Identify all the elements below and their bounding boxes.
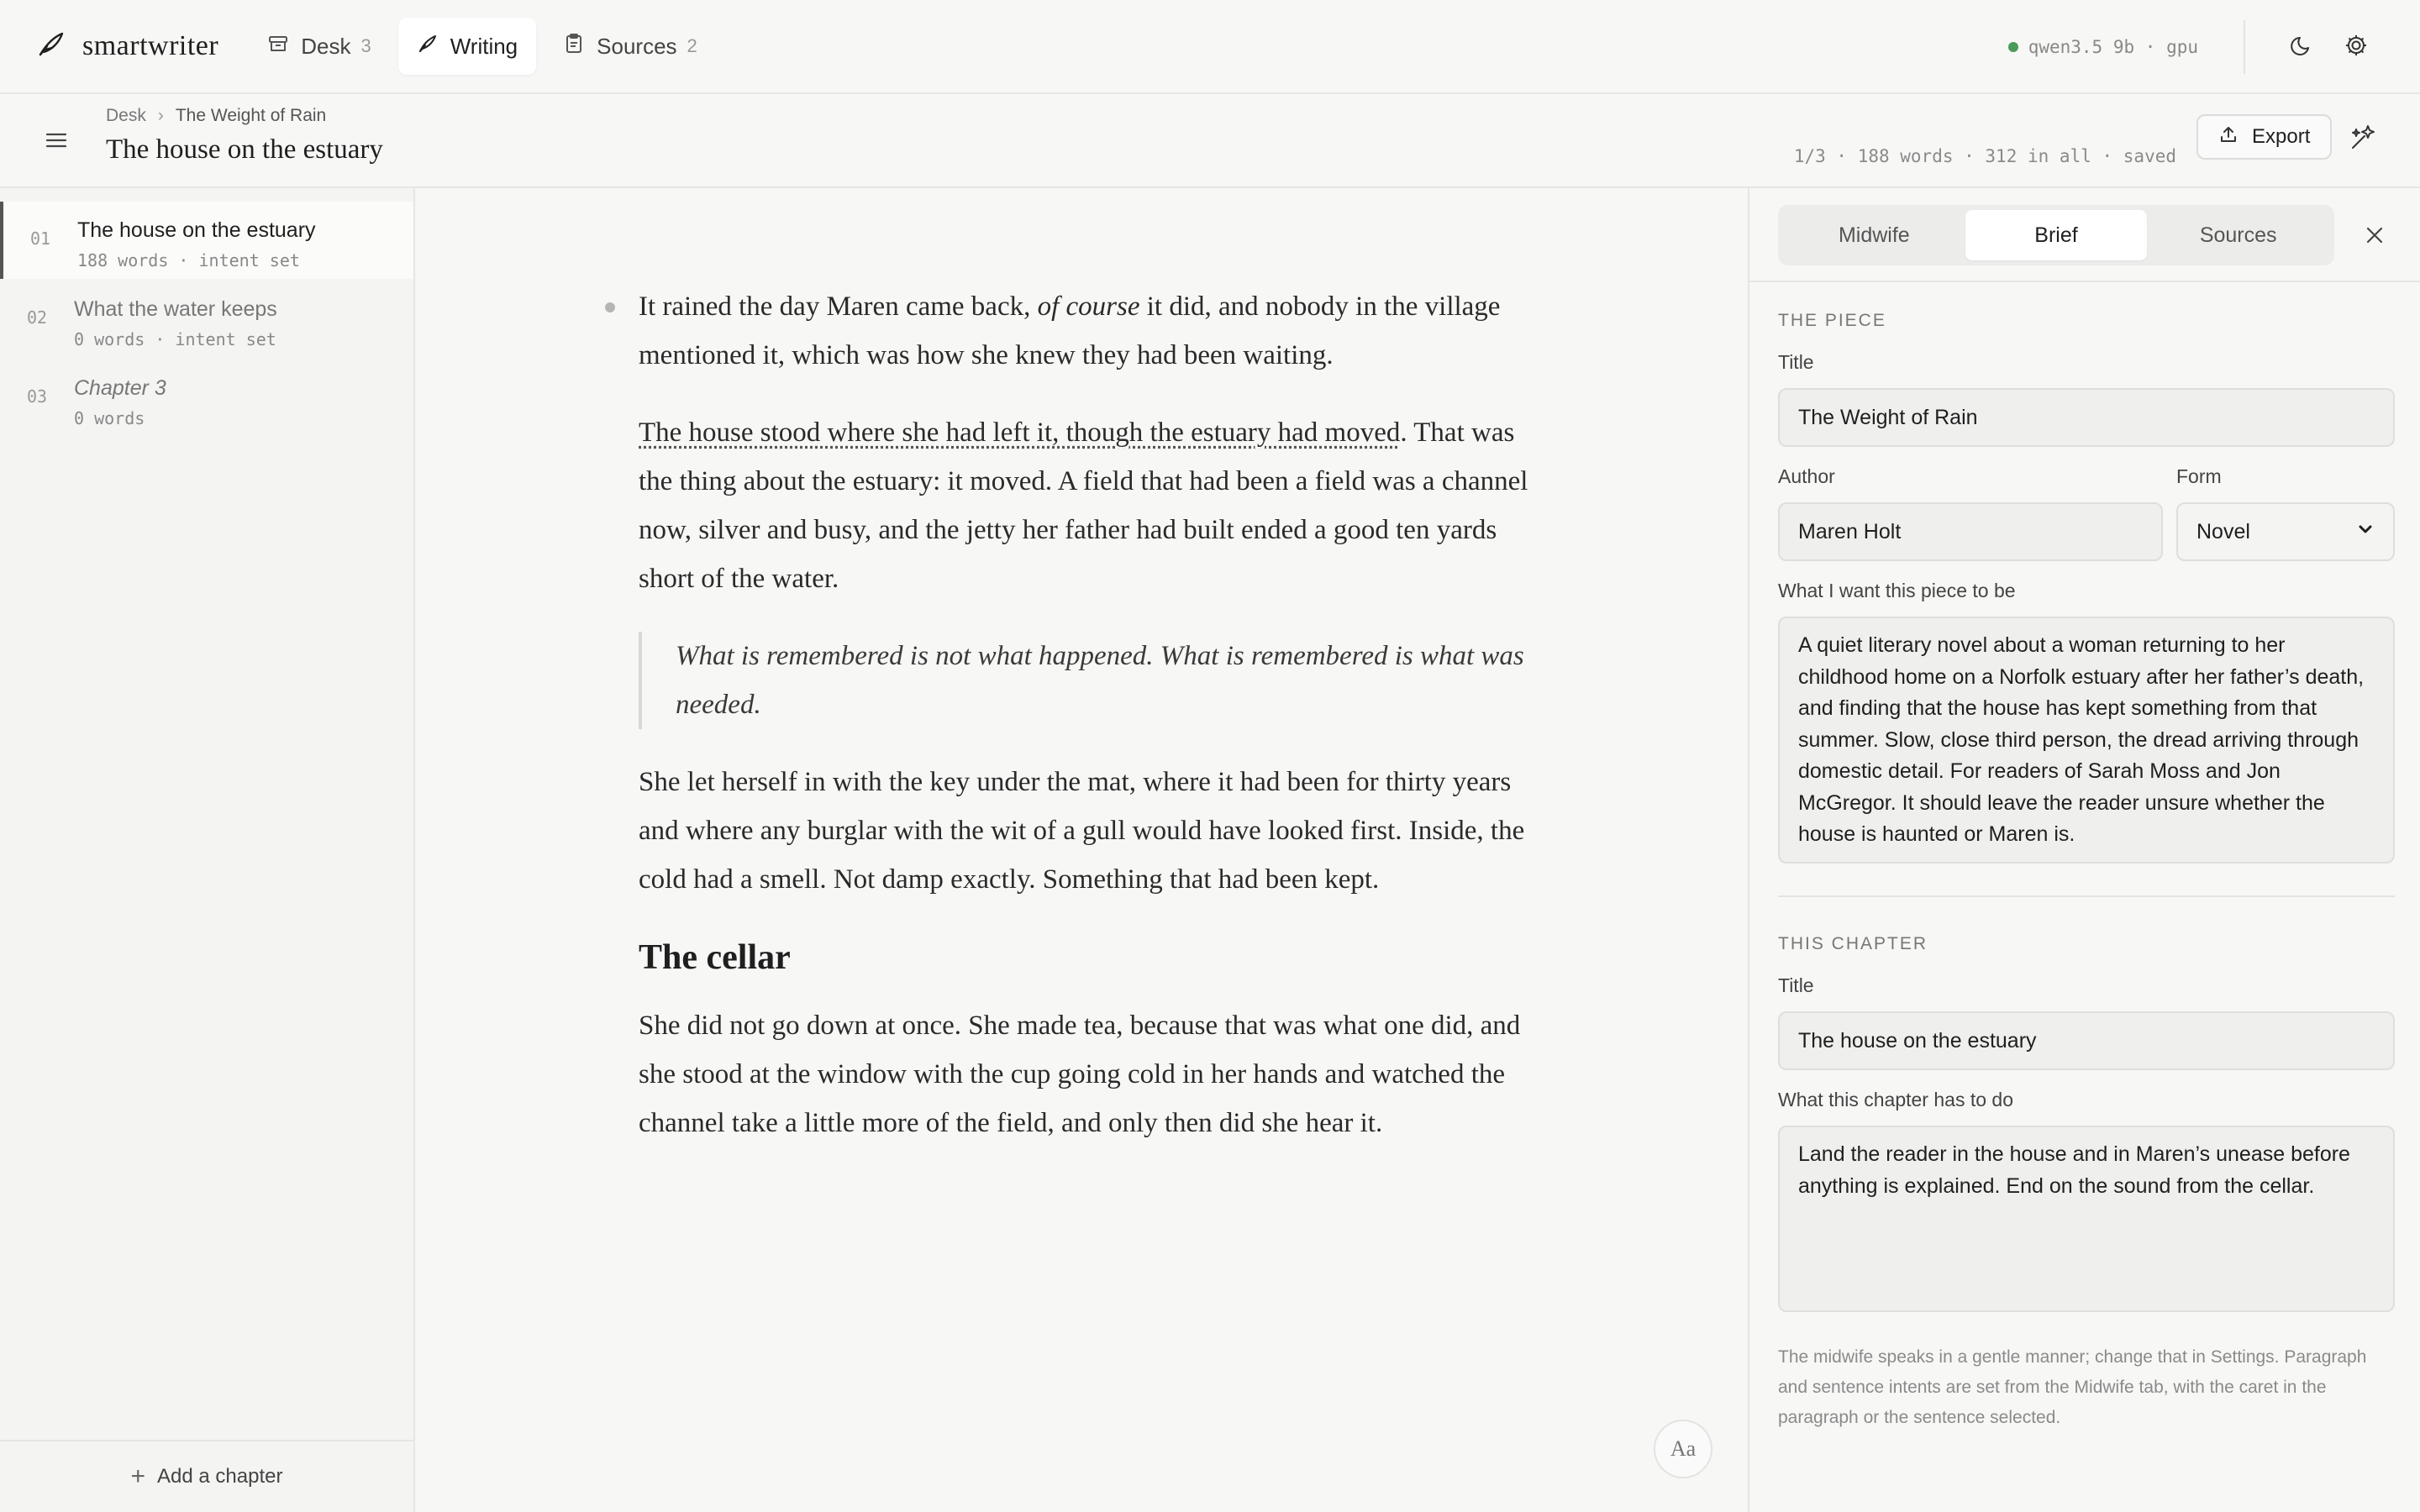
tab-writing-label: Writing: [450, 33, 518, 59]
section-label-chapter: THIS CHAPTER: [1778, 934, 1928, 953]
theme-toggle-button[interactable]: [2284, 29, 2321, 66]
paragraph-text: . That was the thing about the estuary: it moved. A field that had been a field was a channel now, silver and busy, and the jetty her father had built ended a good ten yards short of the water.: [639, 417, 1528, 594]
manuscript[interactable]: [639, 282, 1529, 1176]
form-select[interactable]: [2176, 502, 2395, 561]
piece-intent-label: What I want this piece to be: [1778, 580, 2016, 601]
page-title: The house on the estuary: [106, 134, 383, 165]
panel-tabs: [1778, 205, 2334, 265]
tab-desk-label: Desk: [301, 33, 351, 59]
top-bar: [0, 0, 2420, 94]
breadcrumb-current[interactable]: The Weight of Rain: [175, 106, 327, 125]
divider: [2244, 20, 2245, 74]
author-label: Author: [1778, 465, 1835, 487]
status-dot: [2008, 42, 2018, 52]
brief-panel: [1748, 188, 2420, 1512]
paragraph[interactable]: She did not go down at once. She made tea, because that was what one did, and she stood at the window with the cup going cold in her hands and watched the channel take a little more of the field, and only then did she hear it.: [639, 1011, 1521, 1138]
add-chapter-label: Add a chapter: [157, 1465, 283, 1488]
chapter-title-input[interactable]: The house on the estuary: [1778, 1011, 2395, 1070]
sidebar-toggle-button[interactable]: [42, 126, 71, 155]
section-heading[interactable]: The cellar: [639, 938, 791, 977]
app-name: smartwriter: [82, 30, 219, 61]
chapter-meta: 0 words · intent set: [74, 329, 276, 349]
pen-icon: [417, 33, 450, 60]
chapter-sidebar: [0, 188, 415, 1512]
chapter-intent-label: What this chapter has to do: [1778, 1089, 2013, 1110]
tab-sources-count: 2: [687, 35, 697, 56]
chapter-item-3[interactable]: [0, 360, 413, 437]
chevron-right-icon: ›: [157, 106, 164, 125]
chapter-header-bar: [0, 94, 2420, 188]
quill-logo-icon: [35, 29, 66, 64]
author-input[interactable]: Maren Holt: [1778, 502, 2163, 561]
gear-icon: [2344, 33, 2369, 62]
chapter-intent-textarea[interactable]: Land the reader in the house and in Maren’s unease before anything is explained. End on the sound from the cellar.: [1778, 1126, 2395, 1312]
topbar-right: [2008, 0, 2420, 94]
main-nav: [249, 18, 724, 75]
close-icon: [2360, 239, 2390, 254]
divider: [1778, 895, 2395, 897]
chapter-title-label: Title: [1778, 974, 1814, 996]
form-label: Form: [2176, 465, 2222, 487]
help-note: The midwife speaks in a gentle manner; change that in Settings. Paragraph and sentence intents are set from the Midwife tab, with the caret in the paragraph or the sentence selected.: [1778, 1347, 2367, 1427]
typography-button[interactable]: Aa: [1654, 1420, 1712, 1478]
chapter-title: What the water keeps: [74, 297, 277, 321]
moon-icon: [2290, 33, 2315, 62]
paragraph-marker[interactable]: [605, 302, 615, 312]
chapter-meta: 188 words · intent set: [77, 250, 300, 270]
piece-title-label: Title: [1778, 351, 1814, 373]
form-select-value: Novel: [2196, 519, 2250, 543]
chapter-number: 02: [27, 307, 48, 328]
chapter-number: 01: [30, 228, 51, 249]
tab-writing[interactable]: [398, 18, 536, 75]
chapter-item-2[interactable]: [0, 281, 413, 358]
paragraph-text: It rained the day Maren came back,: [639, 291, 1038, 322]
tab-sources-label: Sources: [597, 33, 677, 59]
paragraph[interactable]: She let herself in with the key under the mat, where it had been for thirty years and where any burglar with the wit of a gull would have looked first. Inside, the cold had a smell. Not damp exactly. Something that had been kept.: [639, 767, 1525, 895]
chapter-title: Chapter 3: [74, 376, 166, 400]
tab-desk-count: 3: [360, 35, 371, 56]
tab-panel-sources[interactable]: Sources: [2199, 223, 2277, 247]
chapter-meta: 0 words: [74, 408, 145, 428]
upload-icon: [2218, 124, 2252, 150]
export-label: Export: [2252, 125, 2311, 148]
brand[interactable]: [35, 29, 218, 64]
hamburger-icon: [42, 144, 71, 158]
divider: [1749, 281, 2420, 282]
breadcrumb: [106, 106, 326, 126]
editor[interactable]: [417, 188, 1748, 1512]
paragraph[interactable]: [639, 408, 1529, 603]
breadcrumb-root[interactable]: Desk: [106, 106, 146, 125]
emphasis-text: of course: [1037, 291, 1140, 322]
settings-button[interactable]: [2338, 29, 2375, 66]
archive-icon: [267, 33, 301, 60]
clipboard-icon: [563, 33, 597, 60]
tab-midwife[interactable]: Midwife: [1838, 223, 1910, 247]
sentence-with-intent[interactable]: The house stood where she had left it, though the estuary had moved: [639, 417, 1401, 448]
piece-title-input[interactable]: The Weight of Rain: [1778, 388, 2395, 447]
chevron-down-icon: [2356, 520, 2375, 544]
model-status-text: qwen3.5 9b · gpu: [2028, 37, 2198, 57]
block-quote[interactable]: What is remembered is not what happened. What is remembered is what was needed.: [639, 632, 1529, 729]
sparkle-wand-icon: [2344, 145, 2381, 160]
section-label-piece: THE PIECE: [1778, 311, 1886, 330]
tab-sources[interactable]: [544, 18, 716, 75]
tab-brief[interactable]: Brief: [1965, 210, 2148, 260]
export-button[interactable]: [2196, 114, 2332, 160]
chapter-number: 03: [27, 386, 48, 407]
model-status: [2008, 37, 2198, 57]
chapter-item-1[interactable]: [0, 202, 413, 279]
assist-button[interactable]: [2344, 119, 2381, 156]
chapter-title: The house on the estuary: [77, 218, 316, 242]
paragraph-text: it did, and nobody in the village mentioned it, which was how she knew they had been waiting.: [639, 291, 1501, 370]
piece-intent-textarea[interactable]: A quiet literary novel about a woman returning to her childhood home on a Norfolk estuary after her father’s death, and finding that the house has kept something from that summer. Slow, close third person, the dread arriving through domestic detail. For readers of Sarah Moss and Jon McGregor. It should leave the reader unsure whether the house is haunted or Maren is.: [1778, 617, 2395, 864]
tab-desk[interactable]: [249, 18, 390, 75]
plus-icon: +: [130, 1462, 146, 1490]
add-chapter-button[interactable]: [0, 1440, 413, 1512]
close-panel-button[interactable]: [2360, 220, 2390, 250]
document-stats: 1/3 · 188 words · 312 in all · saved: [1793, 146, 2176, 166]
paragraph[interactable]: [639, 282, 1529, 380]
